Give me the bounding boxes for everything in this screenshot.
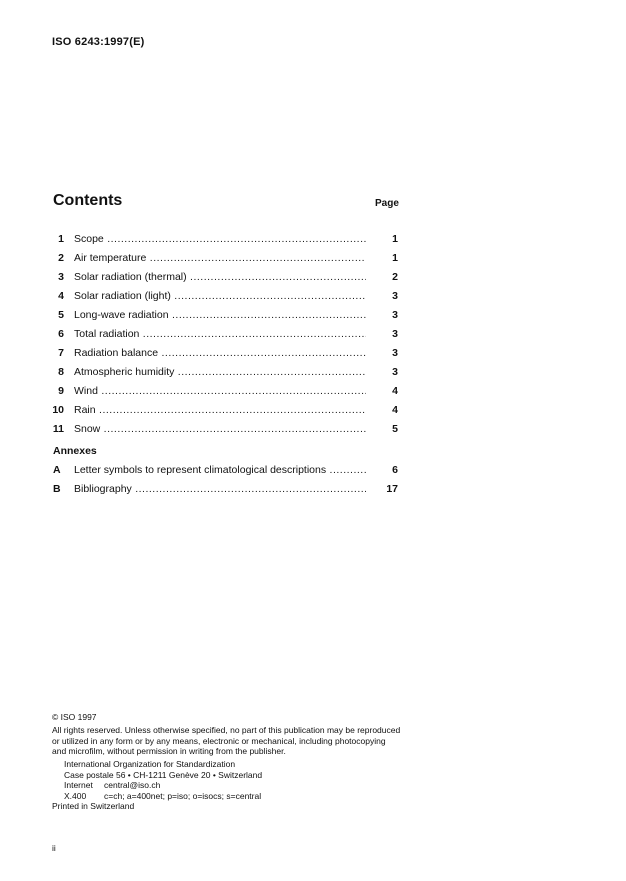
x400-label: X.400	[64, 790, 87, 801]
toc-entry-title: Solar radiation (light) .....	[74, 290, 366, 302]
toc-entry-number: 7	[58, 347, 64, 359]
toc-entry[interactable]	[0, 252, 626, 266]
toc-entry[interactable]	[0, 366, 626, 380]
annex-entry-title: Letter symbols to represent climatological descriptions .....	[74, 464, 366, 476]
printed-in: Printed in Switzerland	[52, 801, 135, 811]
annexes-heading: Annexes	[53, 445, 97, 457]
toc-entry[interactable]	[0, 385, 626, 399]
org-address: Case postale 56 • CH-1211 Genève 20 • Switzerland	[64, 769, 263, 780]
toc-entry-page: 3	[392, 328, 398, 340]
toc-entry-number: 1	[58, 233, 64, 245]
toc-entry-title: Long-wave radiation .....	[74, 309, 366, 321]
annex-entry[interactable]	[0, 483, 626, 497]
toc-entry-title: Atmospheric humidity .....	[74, 366, 366, 378]
toc-entry-page: 4	[392, 385, 398, 397]
toc-entry-title: Solar radiation (thermal) .....	[74, 271, 366, 283]
toc-entry-page: 4	[392, 404, 398, 416]
toc-entry[interactable]	[0, 423, 626, 437]
toc-entry-title: Wind .....	[74, 385, 366, 397]
toc-entry-title: Scope .....	[74, 233, 366, 245]
rights-statement: All rights reserved. Unless otherwise specified, no part of this publication may be reproduced or utilized in any form or by any means, electronic or mechanical, including photocopying and microfilm, without permission in writing from the publisher.	[52, 725, 401, 756]
toc-entry-number: 9	[58, 385, 64, 397]
annex-entry-letter: B	[53, 483, 61, 495]
toc-entry-number: 8	[58, 366, 64, 378]
annex-entry[interactable]	[0, 464, 626, 478]
toc-entry[interactable]	[0, 233, 626, 247]
toc-entry-page: 3	[392, 366, 398, 378]
toc-entry-number: 3	[58, 271, 64, 283]
org-name: International Organization for Standardization	[64, 759, 236, 769]
toc-entry[interactable]	[0, 271, 626, 285]
internet-email[interactable]: central@iso.ch	[104, 780, 161, 790]
x400-address: c=ch; a=400net; p=iso; o=isocs; s=central	[104, 790, 262, 801]
toc-entry-page: 1	[392, 233, 398, 245]
annex-entry-page: 6	[392, 464, 398, 476]
annex-entry-page: 17	[386, 483, 398, 495]
toc-entry[interactable]	[0, 404, 626, 418]
document-id: ISO 6243:1997(E)	[52, 36, 145, 48]
internet-contact	[64, 780, 262, 791]
toc-entry-number: 6	[58, 328, 64, 340]
toc-entry-title: Snow .....	[74, 423, 366, 435]
copyright-notice: © ISO 1997	[52, 712, 97, 722]
toc-entry-number: 5	[58, 309, 64, 321]
toc-entry-page: 3	[392, 309, 398, 321]
toc-entry-number: 2	[58, 252, 64, 264]
annex-entry-title: Bibliography .....	[74, 483, 366, 495]
toc-entry[interactable]	[0, 309, 626, 323]
page-column-label: Page	[375, 198, 399, 209]
toc-entry[interactable]	[0, 290, 626, 304]
publisher-address	[64, 759, 262, 801]
toc-entry-number: 10	[52, 404, 64, 416]
x400-contact	[64, 791, 262, 802]
annex-entry-letter: A	[53, 464, 61, 476]
toc-entry-page: 5	[392, 423, 398, 435]
contents-heading: Contents	[53, 192, 123, 209]
internet-label: Internet	[64, 780, 93, 790]
toc-entry-title: Air temperature .....	[74, 252, 366, 264]
toc-entry-page: 3	[392, 290, 398, 302]
toc-entry-number: 4	[58, 290, 64, 302]
page-number: ii	[52, 843, 56, 853]
toc-entry-title: Rain .....	[74, 404, 366, 416]
toc-entry[interactable]	[0, 347, 626, 361]
toc-entry-title: Radiation balance .....	[74, 347, 366, 359]
toc-entry-number: 11	[52, 423, 64, 435]
toc-entry-page: 2	[392, 271, 398, 283]
toc-entry-title: Total radiation .....	[74, 328, 366, 340]
toc-entry-page: 1	[392, 252, 398, 264]
toc-entry[interactable]	[0, 328, 626, 342]
toc-entry-page: 3	[392, 347, 398, 359]
